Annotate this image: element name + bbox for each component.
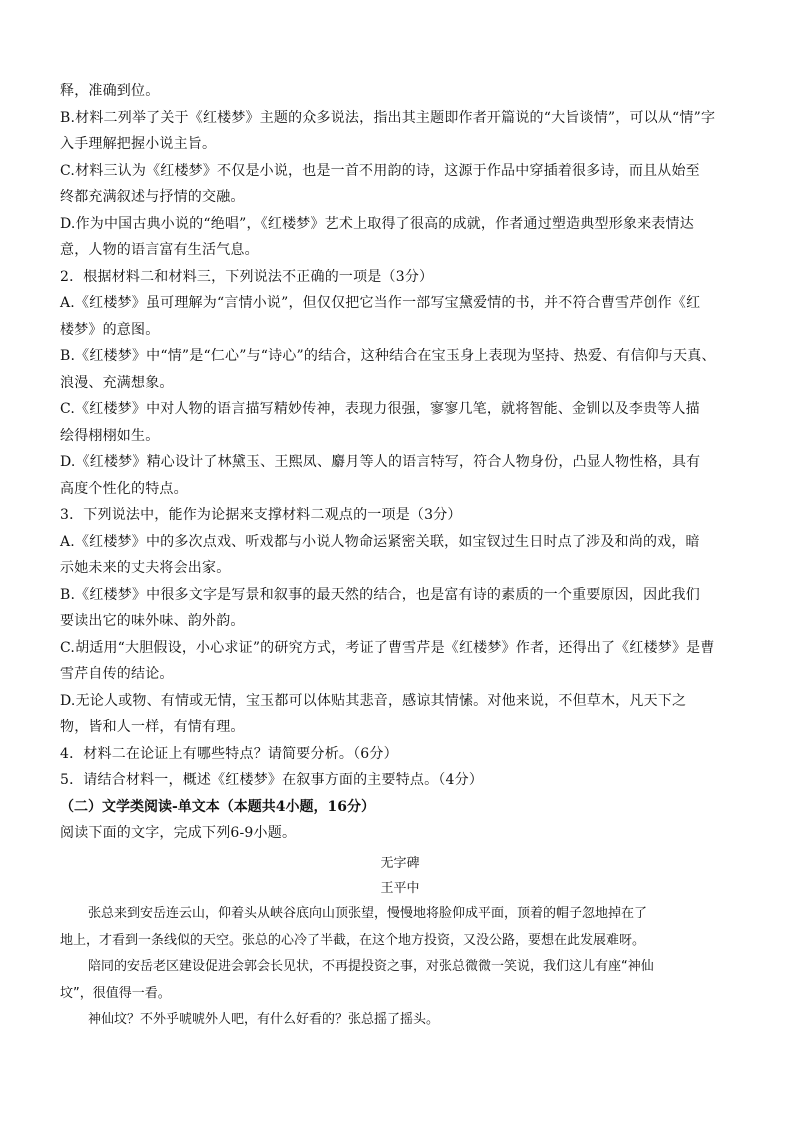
question-5-stem: 5．请结合材料一，概述《红楼梦》在叙事方面的主要特点。（4分） bbox=[60, 772, 484, 788]
text-line: C.材料三认为《红楼梦》不仅是小说，也是一首不用韵的诗，这源于作品中穿插着很多诗，而且从始至 bbox=[60, 162, 700, 179]
text-line: B.《红楼梦》中很多文字是写景和叙事的最天然的结合，也是富有诗的素质的一个重要原因，因此我们 bbox=[60, 586, 700, 603]
question-text bbox=[60, 78, 740, 794]
question-3-stem: 3．下列说法中，能作为论据来支撑材料二观点的一项是（3分） bbox=[60, 507, 462, 523]
story-line: 陪同的安岳老区建设促进会郭会长见状，不再提投资之事，对张总微微一笑说，我们这儿有座“神仙 bbox=[88, 959, 654, 974]
text-line: B.材料二列举了关于《红楼梦》主题的众多说法，指出其主题即作者开篇说的“大旨谈情”，可以从“情”字 bbox=[60, 109, 716, 126]
story-title: 无字碑 bbox=[380, 855, 420, 871]
story-line: 地上，才看到一条线似的天空。张总的心冷了半截，在这个地方投资，又没公路，要想在此发展难呀。 bbox=[60, 932, 646, 948]
text-line: 物，皆和人一样，有情有理。 bbox=[60, 719, 245, 735]
text-line: 要读出它的味外味、韵外韵。 bbox=[60, 613, 245, 629]
story-line: 坟”，很值得一看。 bbox=[60, 985, 171, 1001]
text-line: D.《红楼梦》精心设计了林黛玉、王熙凤、麝月等人的语言特写，符合人物身份，凸显人物性格，具有 bbox=[60, 454, 701, 470]
text-line: 入手理解把握小说主旨。 bbox=[60, 136, 217, 152]
story-body bbox=[60, 901, 740, 1034]
text-line: 释，准确到位。 bbox=[60, 83, 160, 99]
text-line: 雪芹自传的结论。 bbox=[60, 666, 174, 682]
text-line: 终都充满叙述与抒情的交融。 bbox=[60, 189, 245, 205]
text-line: 浪漫、充满想象。 bbox=[60, 374, 174, 391]
text-line: D.作为中国古典小说的“绝唱”，《红楼梦》艺术上取得了很高的成就，作者通过塑造典型形象来表情达 bbox=[60, 215, 694, 232]
text-line: C.胡适用“大胆假设，小心求证”的研究方式，考证了曹雪芹是《红楼梦》作者，还得出了《红楼梦》是曹 bbox=[60, 639, 715, 656]
story-author: 王平中 bbox=[380, 881, 420, 896]
text-line: A.《红楼梦》虽可理解为“言情小说”，但仅仅把它当作一部写宝黛爱情的书，并不符合曹雪芹创作《红 bbox=[60, 295, 701, 311]
text-line: B.《红楼梦》中“情”是“仁心”与“诗心”的结合，这种结合在宝玉身上表现为坚持、热爱、有信仰与天真、 bbox=[60, 348, 716, 364]
section-heading: （二）文学类阅读-单文本（本题共4小题，16分） bbox=[60, 798, 376, 815]
text-line: 意，人物的语言富有生活气息。 bbox=[60, 242, 259, 258]
text-line: 绘得栩栩如生。 bbox=[60, 427, 160, 444]
text-line: A.《红楼梦》中的多次点戏、听戏都与小说人物命运紧密关联，如宝钗过生日时点了涉及和尚的戏，暗 bbox=[60, 533, 700, 550]
story-line: 神仙坟？不外乎唬唬外人吧，有什么好看的？张总摇了摇头。 bbox=[88, 1012, 440, 1027]
question-2-stem: 2．根据材料二和材料三，下列说法不正确的一项是（3分） bbox=[60, 268, 434, 285]
text-line: 楼梦》的意图。 bbox=[60, 321, 160, 338]
question-4-stem: 4．材料二在论证上有哪些特点？请简要分析。（6分） bbox=[60, 745, 398, 762]
text-line: C.《红楼梦》中对人物的语言描写精妙传神，表现力很强，寥寥几笔，就将智能、金钏以及李贵等人描 bbox=[60, 401, 700, 417]
text-line: D.无论人或物、有情或无情，宝玉都可以体贴其悲音，感谅其情愫。对他来说，不但草木，凡天下之 bbox=[60, 692, 687, 709]
document-page bbox=[60, 78, 740, 1034]
story-line: 张总来到安岳连云山，仰着头从峡谷底向山顶张望，慢慢地将脸仰成平面，顶着的帽子忽地掉在了 bbox=[88, 906, 648, 921]
text-line: 高度个性化的特点。 bbox=[60, 480, 188, 497]
text-line: 示她未来的丈夫将会出家。 bbox=[60, 560, 231, 576]
reading-instruction: 阅读下面的文字，完成下列6-9小题。 bbox=[60, 825, 297, 841]
